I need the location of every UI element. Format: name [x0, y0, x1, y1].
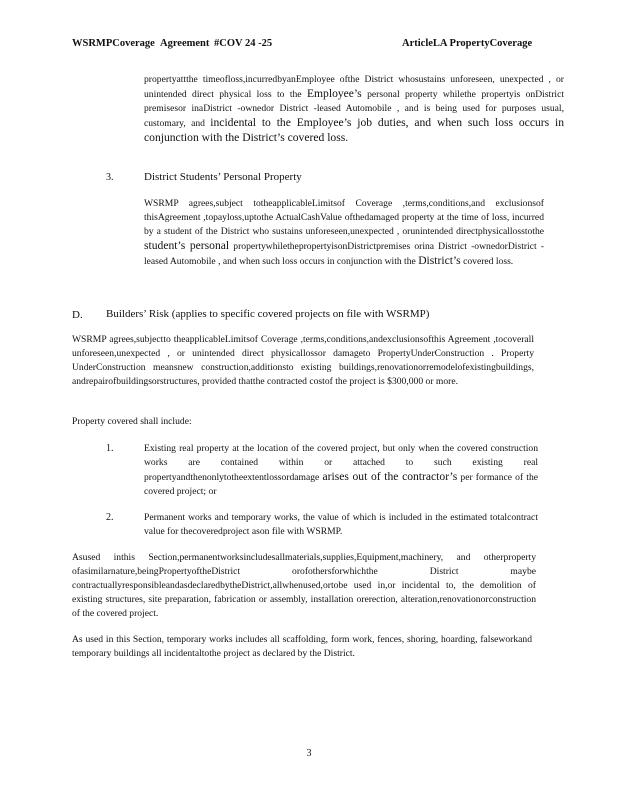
heading-students-property: District Students’ Personal Property — [144, 171, 302, 183]
page-number: 3 — [306, 748, 312, 759]
header-coverage: WSRMPCoverage — [72, 38, 155, 49]
list-item-existing-property — [144, 442, 538, 499]
section-letter: D. — [72, 309, 83, 321]
paragraph-permanent-works: Asused inthis Section,permanentworksincludesallmaterials,supplies,Equipment,machinery, and otherproperty ofasimilarnature,beingPropertyoftheDistrict orofothersforwhichthe District maybe contractuallyresponsibleandasdeclaredbytheDistrict,allwhenused,ortobe used in,or incidental to, the demolition of existing structures, site preparation, fabrication or assembly, installation orerection, alteration,renovationorconstruction of the covered project. — [72, 552, 536, 619]
paragraph-text: personal property whilethe propertyis onDistrict premisesor inaDistrict -ownedor District -leased Automobile , and is being used for purposes usual, customary, and — [144, 89, 565, 129]
list-item-number: 1. — [106, 443, 114, 454]
paragraph-text: propertyattthe timeofloss,incurredbyanEmployee ofthe District whosustains unforeseen, unexpected , or unintended direct physical loss to the — [144, 74, 564, 100]
heading-builders-risk: Builders’ Risk (applies to specific covered projects on file with WSRMP) — [106, 308, 430, 320]
paragraph-text: per formance of the covered project; or — [144, 472, 538, 497]
paragraph-employee-property — [144, 73, 564, 146]
paragraph-students-property — [144, 197, 544, 269]
paragraph-text: propertywhilethepropertyisonDistrictpremises orina District -ownedorDistrict - leased Automobile , and when such loss occurs in conjunction with the — [144, 241, 544, 267]
emphasis-text: District’s — [418, 254, 461, 267]
emphasis-text: incidental to the Employee’s job duties, and when such loss occurs in conjunction with the District’s covered loss. — [144, 116, 564, 144]
header-cov-number: #COV 24 -25 — [214, 38, 273, 49]
paragraph-text: covered loss. — [463, 256, 514, 267]
item-number: 3. — [106, 172, 114, 183]
list-item-number: 2. — [106, 512, 114, 523]
paragraph-temporary-works: As used in this Section, temporary works includes all scaffolding, form work, fences, shoring, hoarding, falseworkand temporary buildings all incidentaltothe project as declared by the District. — [72, 634, 532, 659]
list-item-permanent-works: Permanent works and temporary works, the value of which is included in the estimated totalcontract value for thecoveredproject ason file with WSRMP. — [144, 512, 538, 537]
paragraph-text: WSRMP agrees,subject totheapplicableLimitsof Coverage ,terms,conditions,and exclusionsof thisAgreement ,topayloss,uptothe ActualCashValue ofthedamaged property at the time of loss, incurred by a student of the District who sustains unforeseen,unexpected , orunintended directphysicallosstothe — [144, 198, 544, 237]
paragraph-text: Existing real property at the location of the covered project, but only when the covered construction works are contained within or attached to such existing real propertyandthenonlytotheextentlossordamage — [144, 443, 538, 483]
header-article: ArticleLA PropertyCoverage — [402, 38, 533, 49]
header-agreement: Agreement — [160, 38, 210, 49]
paragraph-property-covered: Property covered shall include: — [72, 416, 192, 427]
emphasis-text: arises out of the contractor’s — [322, 470, 458, 483]
emphasis-text: student’s personal — [144, 239, 230, 252]
emphasis-text: Employee’s — [306, 87, 362, 100]
paragraph-builders-risk: WSRMP agrees,subjectto theapplicableLimitsof Coverage ,terms,conditions,andexclusionsofthis Agreement ,tocoverall unforeseen,unexpected , or unintended direct physicallossor damageto PropertyUnderConstruction . Property UnderConstruction meansnew construction,additionsto existing buildings,renovationorremodelofexistingbuildings, andrepairofbuildingsorstructures, provided thatthe contracted costof the project is $300,000 or more. — [72, 334, 534, 387]
